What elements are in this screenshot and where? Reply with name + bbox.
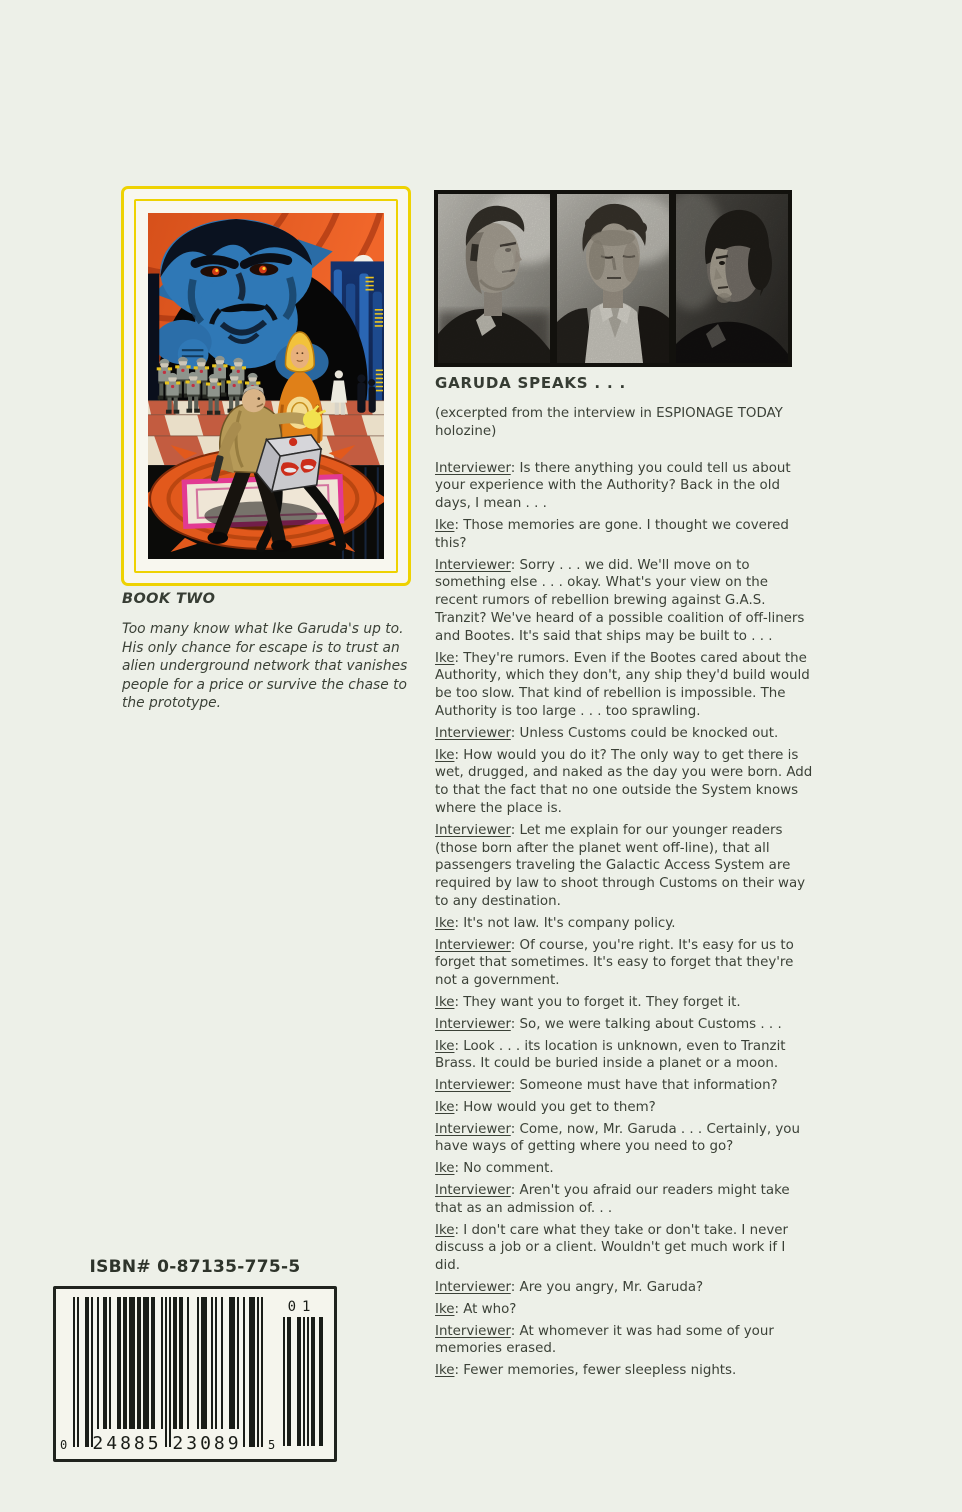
ike-portrait-2 — [557, 194, 669, 363]
interview-exchange: Interviewer: Someone must have that information? — [435, 1078, 778, 1094]
upc-barcode — [56, 1289, 334, 1459]
speaker-name: Ike — [435, 650, 455, 666]
cover-thumbnail-frame — [121, 186, 411, 586]
speaker-name: Ike — [435, 747, 455, 763]
interview-exchanges — [435, 460, 813, 1380]
speaker-name: Interviewer — [435, 725, 511, 741]
interview-exchange: Interviewer: Come, now, Mr. Garuda . . . Certainly, you have ways of getting where you need to go? — [435, 1121, 800, 1155]
interview-exchange: Ike: It's not law. It's company policy. — [435, 915, 676, 931]
speaker-name: Interviewer — [435, 557, 511, 573]
interview-exchange: Interviewer: Sorry . . . we did. We'll move on to something else . . . okay. What's your view on the recent rumors of rebellion brewing against G.A.S. Tranzit? We've heard of a possible coalition of off-liners and Bootes. It's said that ships may be built to . . . — [435, 557, 805, 644]
speaker-name: Ike — [435, 915, 455, 931]
speaker-name: Ike — [435, 517, 455, 533]
barcode-digits: 5 — [268, 1438, 276, 1452]
barcode-panel — [53, 1286, 337, 1462]
barcode-digits: 0 — [60, 1438, 68, 1452]
speaker-name: Ike — [435, 1099, 455, 1115]
interview-exchange: Interviewer: Is there anything you could tell us about your experience with the Authority? Back in the old days, I mean . . . — [435, 460, 791, 512]
interview-source-note: (excerpted from the interview in ESPIONAGE TODAY holozine) — [435, 406, 783, 439]
interview-exchange: Interviewer: Unless Customs could be knocked out. — [435, 725, 779, 741]
interview-exchange: Ike: Look . . . its location is unknown, even to Tranzit Brass. It could be buried inside a planet or a moon. — [435, 1038, 786, 1072]
speaker-name: Ike — [435, 1363, 455, 1379]
interview-exchange: Ike: Those memories are gone. I thought we covered this? — [435, 517, 789, 551]
interview-column — [435, 374, 813, 1384]
cover-illustration — [148, 213, 384, 559]
barcode-digits: 23089 — [172, 1433, 242, 1454]
interview-exchange: Ike: They're rumors. Even if the Bootes cared about the Authority, which they don't, any ship they'd build would be too slow. That kind of rebellion is impossible. The Authority is too large . . . too sprawling. — [435, 650, 810, 719]
interview-exchange: Ike: They want you to forget it. They forget it. — [435, 994, 741, 1010]
interview-exchange: Ike: How would you do it? The only way to get there is wet, drugged, and naked as the day you were born. Add to that the fact that no one outside the System knows where the place is. — [435, 747, 813, 816]
speaker-name: Interviewer — [435, 1121, 511, 1137]
cover-art — [148, 213, 384, 559]
interview-title: GARUDA SPEAKS . . . — [435, 374, 626, 392]
book-number-label: BOOK TWO — [122, 591, 216, 607]
speaker-name: Interviewer — [435, 1016, 511, 1032]
speaker-name: Ike — [435, 1222, 455, 1238]
synopsis-text: Too many know what Ike Garuda's up to. His only chance for escape is to trust an alien underground network that vanishes people for a price or survive the chase to the prototype. — [122, 621, 408, 712]
barcode-digits: 01 — [287, 1299, 317, 1315]
isbn-label: ISBN# 0-87135-775-5 — [89, 1257, 301, 1277]
speaker-name: Ike — [435, 1038, 455, 1054]
speaker-name: Ike — [435, 1161, 455, 1177]
speaker-name: Interviewer — [435, 937, 511, 953]
interview-exchange: Ike: Fewer memories, fewer sleepless nights. — [435, 1363, 737, 1379]
interview-exchange: Ike: How would you get to them? — [435, 1099, 656, 1115]
speaker-name: Interviewer — [435, 1183, 511, 1199]
photo-strip — [434, 190, 792, 367]
interview-exchange: Interviewer: At whomever it was had some of your memories erased. — [435, 1323, 774, 1357]
speaker-name: Interviewer — [435, 460, 511, 476]
ike-portrait-3 — [676, 194, 788, 363]
interview-exchange: Ike: At who? — [435, 1301, 517, 1317]
speaker-name: Interviewer — [435, 1323, 511, 1339]
speaker-name: Ike — [435, 994, 455, 1010]
speaker-name: Interviewer — [435, 1078, 511, 1094]
speaker-name: Interviewer — [435, 822, 511, 838]
speaker-name: Ike — [435, 1301, 455, 1317]
interview-exchange: Ike: No comment. — [435, 1161, 554, 1177]
interview-exchange: Interviewer: So, we were talking about Customs . . . — [435, 1016, 782, 1032]
speaker-name: Interviewer — [435, 1280, 511, 1296]
interview-exchange: Interviewer: Are you angry, Mr. Garuda? — [435, 1280, 704, 1296]
ike-portrait-1 — [438, 194, 550, 363]
interview-exchange: Interviewer: Of course, you're right. It's easy for us to forget that sometimes. It's easy to forget that they're not a government. — [435, 937, 794, 989]
interview-exchange: Interviewer: Let me explain for our younger readers (those born after the planet went off-line), that all passengers traveling the Galactic Access System are required by law to shoot through Customs on their way to any destination. — [435, 822, 806, 909]
interview-exchange: Ike: I don't care what they take or don't take. I never discuss a job or a client. Wouldn't get much work if I did. — [435, 1222, 789, 1274]
interview-exchange: Interviewer: Aren't you afraid our readers might take that as an admission of. . . — [435, 1183, 790, 1216]
barcode-digits: 24885 — [92, 1433, 162, 1454]
